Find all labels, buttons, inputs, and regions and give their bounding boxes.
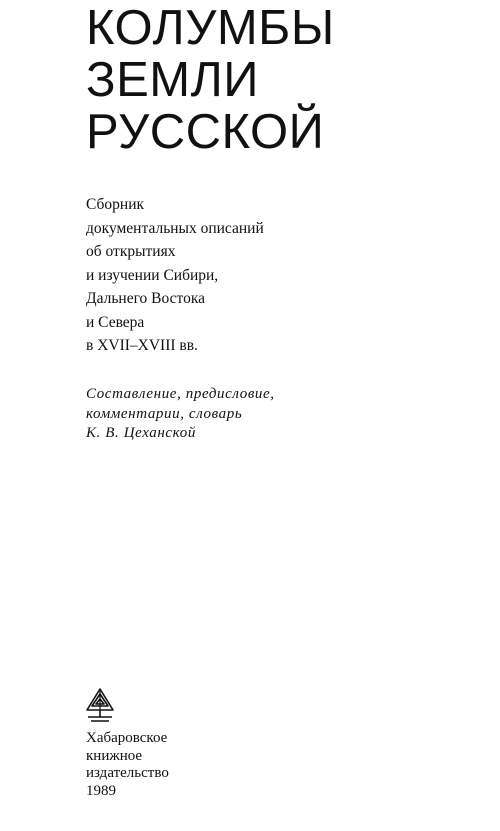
description-line-1: Сборник	[86, 196, 145, 213]
credits-line-1: Составление, предисловие,	[86, 386, 275, 402]
description-line-7: в XVII–XVIII вв.	[86, 337, 198, 354]
credits-line-3: К. В. Цеханской	[86, 425, 196, 441]
description-line-5: Дальнего Востока	[86, 290, 206, 307]
publisher-line-1: Хабаровское	[86, 730, 168, 746]
book-title-line-2: ЗЕМЛИ	[86, 53, 259, 107]
book-title-line-3: РУССКОЙ	[86, 105, 325, 159]
publisher-line-2: книжное	[86, 747, 143, 764]
book-description	[86, 193, 264, 358]
credits-line-2: комментарии, словарь	[86, 405, 243, 422]
book-title-line-1: КОЛУМБЫ	[86, 1, 335, 55]
book-title	[86, 2, 335, 158]
description-line-4: и изучении Сибири,	[86, 266, 219, 284]
publication-year: 1989	[86, 782, 116, 799]
description-line-6: и Севера	[86, 313, 145, 331]
publisher-tree-logo-icon	[84, 688, 116, 726]
description-line-2: документальных описаний	[86, 219, 264, 237]
publisher-info	[86, 730, 169, 800]
publisher-line-3: издательство	[86, 765, 169, 781]
description-line-3: об открытиях	[86, 243, 176, 260]
compiler-credits	[86, 385, 275, 444]
